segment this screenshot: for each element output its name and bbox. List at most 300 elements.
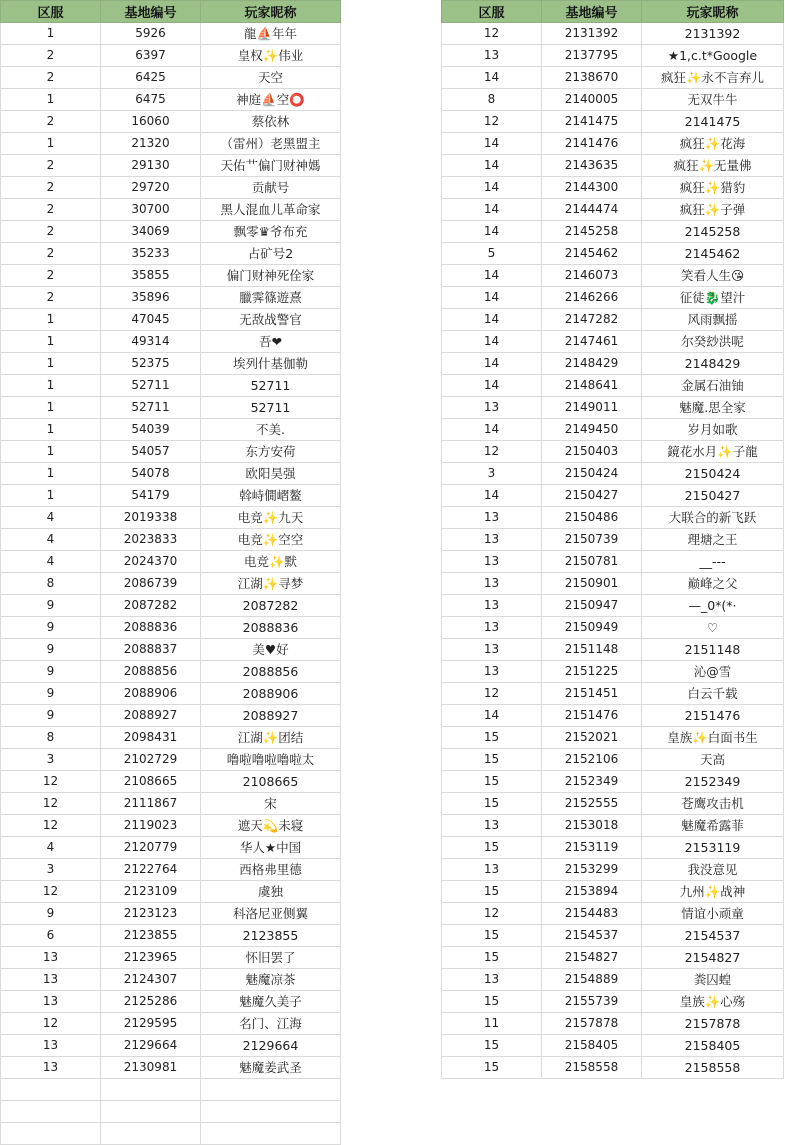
- zone-cell[interactable]: 2: [1, 287, 101, 309]
- zone-cell[interactable]: 9: [1, 661, 101, 683]
- zone-cell[interactable]: 14: [442, 133, 542, 155]
- base-id-cell[interactable]: 6397: [101, 45, 201, 67]
- zone-cell[interactable]: 13: [442, 969, 542, 991]
- nickname-cell[interactable]: 2123855: [201, 925, 341, 947]
- base-id-cell[interactable]: 49314: [101, 331, 201, 353]
- base-id-cell[interactable]: 2088837: [101, 639, 201, 661]
- zone-cell[interactable]: 1: [1, 89, 101, 111]
- nickname-cell[interactable]: 天佑艹偏门财神媽: [201, 155, 341, 177]
- nickname-cell[interactable]: 九州✨战神: [642, 881, 784, 903]
- nickname-cell[interactable]: 电竞✨默: [201, 551, 341, 573]
- zone-cell[interactable]: 13: [442, 859, 542, 881]
- base-id-cell[interactable]: 2123109: [101, 881, 201, 903]
- nickname-cell[interactable]: 尔癸玅洪呢: [642, 331, 784, 353]
- nickname-cell[interactable]: 2141475: [642, 111, 784, 133]
- nickname-cell[interactable]: 52711: [201, 375, 341, 397]
- nickname-cell[interactable]: 我没意见: [642, 859, 784, 881]
- zone-cell[interactable]: 1: [1, 441, 101, 463]
- nickname-cell[interactable]: __---: [642, 551, 784, 573]
- nickname-cell[interactable]: 西格弗里德: [201, 859, 341, 881]
- nickname-cell[interactable]: 宋: [201, 793, 341, 815]
- nickname-cell[interactable]: 2158405: [642, 1035, 784, 1057]
- zone-cell[interactable]: 3: [442, 463, 542, 485]
- zone-cell[interactable]: 13: [442, 617, 542, 639]
- base-id-cell[interactable]: 2125286: [101, 991, 201, 1013]
- zone-cell[interactable]: 13: [442, 45, 542, 67]
- nickname-cell[interactable]: —_0*(*·: [642, 595, 784, 617]
- nickname-cell[interactable]: 黑人混血儿革命家: [201, 199, 341, 221]
- base-id-cell[interactable]: 16060: [101, 111, 201, 133]
- nickname-cell[interactable]: 吾❤: [201, 331, 341, 353]
- base-id-cell[interactable]: 2088927: [101, 705, 201, 727]
- nickname-cell[interactable]: 2148429: [642, 353, 784, 375]
- base-id-cell[interactable]: 2141476: [542, 133, 642, 155]
- nickname-cell[interactable]: 东方安荷: [201, 441, 341, 463]
- zone-cell[interactable]: 9: [1, 595, 101, 617]
- zone-cell[interactable]: 9: [1, 617, 101, 639]
- base-id-cell[interactable]: 2150739: [542, 529, 642, 551]
- base-id-cell[interactable]: 2140005: [542, 89, 642, 111]
- base-id-cell[interactable]: 2148641: [542, 375, 642, 397]
- base-id-cell[interactable]: 2088856: [101, 661, 201, 683]
- nickname-cell[interactable]: 2088836: [201, 617, 341, 639]
- zone-cell[interactable]: 15: [442, 749, 542, 771]
- base-id-cell[interactable]: 2023833: [101, 529, 201, 551]
- zone-cell[interactable]: 3: [1, 749, 101, 771]
- base-id-cell[interactable]: 2141475: [542, 111, 642, 133]
- zone-cell[interactable]: 3: [1, 859, 101, 881]
- nickname-cell[interactable]: 埃列什基伽勒: [201, 353, 341, 375]
- zone-cell[interactable]: 14: [442, 353, 542, 375]
- zone-cell[interactable]: 15: [442, 925, 542, 947]
- nickname-cell[interactable]: 臘霁篠遊熹: [201, 287, 341, 309]
- zone-cell[interactable]: 14: [442, 705, 542, 727]
- base-id-cell[interactable]: 2129595: [101, 1013, 201, 1035]
- nickname-cell[interactable]: 皇权✨伟业: [201, 45, 341, 67]
- base-id-cell[interactable]: 2153299: [542, 859, 642, 881]
- empty-cell[interactable]: [101, 1079, 201, 1101]
- nickname-cell[interactable]: 飘零♛爷布充: [201, 221, 341, 243]
- zone-cell[interactable]: 1: [1, 331, 101, 353]
- base-id-cell[interactable]: 54057: [101, 441, 201, 463]
- base-id-cell[interactable]: 2146073: [542, 265, 642, 287]
- empty-cell[interactable]: [201, 1123, 341, 1145]
- zone-cell[interactable]: 2: [1, 45, 101, 67]
- base-id-cell[interactable]: 2150486: [542, 507, 642, 529]
- nickname-cell[interactable]: 疯狂✨永不言弃儿: [642, 67, 784, 89]
- nickname-cell[interactable]: 华人★中国: [201, 837, 341, 859]
- nickname-cell[interactable]: 2154827: [642, 947, 784, 969]
- zone-cell[interactable]: 12: [442, 683, 542, 705]
- base-id-cell[interactable]: 2154483: [542, 903, 642, 925]
- nickname-cell[interactable]: 魅魔希露菲: [642, 815, 784, 837]
- base-id-cell[interactable]: 2120779: [101, 837, 201, 859]
- nickname-cell[interactable]: 疯狂✨花海: [642, 133, 784, 155]
- base-id-cell[interactable]: 2150424: [542, 463, 642, 485]
- base-id-cell[interactable]: 2087282: [101, 595, 201, 617]
- zone-cell[interactable]: 12: [1, 771, 101, 793]
- zone-cell[interactable]: 12: [442, 23, 542, 45]
- nickname-cell[interactable]: 2158558: [642, 1057, 784, 1079]
- nickname-cell[interactable]: 天空: [201, 67, 341, 89]
- empty-cell[interactable]: [101, 1101, 201, 1123]
- zone-cell[interactable]: 12: [1, 793, 101, 815]
- base-id-cell[interactable]: 2122764: [101, 859, 201, 881]
- zone-cell[interactable]: 14: [442, 287, 542, 309]
- zone-cell[interactable]: 15: [442, 771, 542, 793]
- zone-cell[interactable]: 13: [442, 397, 542, 419]
- base-id-cell[interactable]: 2123123: [101, 903, 201, 925]
- nickname-cell[interactable]: 金属石油铀: [642, 375, 784, 397]
- base-id-cell[interactable]: 2151225: [542, 661, 642, 683]
- zone-cell[interactable]: 2: [1, 111, 101, 133]
- zone-cell[interactable]: 14: [442, 177, 542, 199]
- base-id-cell[interactable]: 2150947: [542, 595, 642, 617]
- nickname-cell[interactable]: 江湖✨团结: [201, 727, 341, 749]
- zone-cell[interactable]: 14: [442, 419, 542, 441]
- zone-cell[interactable]: 15: [442, 727, 542, 749]
- base-id-cell[interactable]: 54078: [101, 463, 201, 485]
- zone-cell[interactable]: 2: [1, 67, 101, 89]
- base-id-cell[interactable]: 2086739: [101, 573, 201, 595]
- base-id-cell[interactable]: 54039: [101, 419, 201, 441]
- zone-cell[interactable]: 1: [1, 397, 101, 419]
- zone-cell[interactable]: 1: [1, 419, 101, 441]
- nickname-cell[interactable]: 2152349: [642, 771, 784, 793]
- base-id-cell[interactable]: 29720: [101, 177, 201, 199]
- zone-cell[interactable]: 14: [442, 309, 542, 331]
- nickname-cell[interactable]: 无敌战警官: [201, 309, 341, 331]
- zone-cell[interactable]: 4: [1, 837, 101, 859]
- base-id-cell[interactable]: 2155739: [542, 991, 642, 1013]
- header-nickname[interactable]: 玩家昵称: [642, 1, 784, 23]
- base-id-cell[interactable]: 47045: [101, 309, 201, 331]
- base-id-cell[interactable]: 2151451: [542, 683, 642, 705]
- base-id-cell[interactable]: 2129664: [101, 1035, 201, 1057]
- nickname-cell[interactable]: 苍鹰攻击机: [642, 793, 784, 815]
- zone-cell[interactable]: 4: [1, 507, 101, 529]
- zone-cell[interactable]: 13: [1, 991, 101, 1013]
- base-id-cell[interactable]: 2148429: [542, 353, 642, 375]
- base-id-cell[interactable]: 2123855: [101, 925, 201, 947]
- nickname-cell[interactable]: 2150427: [642, 485, 784, 507]
- zone-cell[interactable]: 14: [442, 375, 542, 397]
- base-id-cell[interactable]: 2146266: [542, 287, 642, 309]
- zone-cell[interactable]: 1: [1, 463, 101, 485]
- zone-cell[interactable]: 15: [442, 881, 542, 903]
- zone-cell[interactable]: 15: [442, 947, 542, 969]
- zone-cell[interactable]: 12: [442, 111, 542, 133]
- nickname-cell[interactable]: 2154537: [642, 925, 784, 947]
- zone-cell[interactable]: 13: [1, 1035, 101, 1057]
- nickname-cell[interactable]: 52711: [201, 397, 341, 419]
- nickname-cell[interactable]: 2151148: [642, 639, 784, 661]
- nickname-cell[interactable]: 理塘之王: [642, 529, 784, 551]
- zone-cell[interactable]: 2: [1, 177, 101, 199]
- nickname-cell[interactable]: 笑看人生😘: [642, 265, 784, 287]
- nickname-cell[interactable]: 沁@雪: [642, 661, 784, 683]
- zone-cell[interactable]: 15: [442, 793, 542, 815]
- zone-cell[interactable]: 13: [442, 639, 542, 661]
- nickname-cell[interactable]: 岁月如歌: [642, 419, 784, 441]
- base-id-cell[interactable]: 2151148: [542, 639, 642, 661]
- base-id-cell[interactable]: 2024370: [101, 551, 201, 573]
- base-id-cell[interactable]: 52711: [101, 375, 201, 397]
- zone-cell[interactable]: 12: [442, 903, 542, 925]
- base-id-cell[interactable]: 5926: [101, 23, 201, 45]
- empty-cell[interactable]: [201, 1101, 341, 1123]
- base-id-cell[interactable]: 2145258: [542, 221, 642, 243]
- nickname-cell[interactable]: 2157878: [642, 1013, 784, 1035]
- nickname-cell[interactable]: 疯狂✨猎豹: [642, 177, 784, 199]
- zone-cell[interactable]: 13: [1, 1057, 101, 1079]
- base-id-cell[interactable]: 2123965: [101, 947, 201, 969]
- nickname-cell[interactable]: 疯狂✨子弹: [642, 199, 784, 221]
- base-id-cell[interactable]: 2137795: [542, 45, 642, 67]
- nickname-cell[interactable]: 风雨飘摇: [642, 309, 784, 331]
- zone-cell[interactable]: 1: [1, 375, 101, 397]
- base-id-cell[interactable]: 2150427: [542, 485, 642, 507]
- zone-cell[interactable]: 15: [442, 1035, 542, 1057]
- nickname-cell[interactable]: 江湖✨寻梦: [201, 573, 341, 595]
- base-id-cell[interactable]: 2145462: [542, 243, 642, 265]
- nickname-cell[interactable]: 名门、江海: [201, 1013, 341, 1035]
- base-id-cell[interactable]: 2150403: [542, 441, 642, 463]
- base-id-cell[interactable]: 2150949: [542, 617, 642, 639]
- zone-cell[interactable]: 12: [1, 1013, 101, 1035]
- zone-cell[interactable]: 5: [442, 243, 542, 265]
- zone-cell[interactable]: 15: [442, 837, 542, 859]
- base-id-cell[interactable]: 2130981: [101, 1057, 201, 1079]
- base-id-cell[interactable]: 52375: [101, 353, 201, 375]
- nickname-cell[interactable]: 偏门财神死佺家: [201, 265, 341, 287]
- nickname-cell[interactable]: 2129664: [201, 1035, 341, 1057]
- nickname-cell[interactable]: 疯狂✨无量佛: [642, 155, 784, 177]
- base-id-cell[interactable]: 2150901: [542, 573, 642, 595]
- nickname-cell[interactable]: 龍⛵年年: [201, 23, 341, 45]
- nickname-cell[interactable]: 征徒🐉望汁: [642, 287, 784, 309]
- nickname-cell[interactable]: 美♥好: [201, 639, 341, 661]
- nickname-cell[interactable]: 2088906: [201, 683, 341, 705]
- nickname-cell[interactable]: 电竞✨空空: [201, 529, 341, 551]
- zone-cell[interactable]: 12: [1, 881, 101, 903]
- nickname-cell[interactable]: 贡献号: [201, 177, 341, 199]
- zone-cell[interactable]: 1: [1, 353, 101, 375]
- nickname-cell[interactable]: 2150424: [642, 463, 784, 485]
- header-zone[interactable]: 区服: [1, 1, 101, 23]
- base-id-cell[interactable]: 2147461: [542, 331, 642, 353]
- base-id-cell[interactable]: 2149011: [542, 397, 642, 419]
- header-zone[interactable]: 区服: [442, 1, 542, 23]
- base-id-cell[interactable]: 2119023: [101, 815, 201, 837]
- base-id-cell[interactable]: 2019338: [101, 507, 201, 529]
- nickname-cell[interactable]: 巅峰之父: [642, 573, 784, 595]
- base-id-cell[interactable]: 2102729: [101, 749, 201, 771]
- base-id-cell[interactable]: 2143635: [542, 155, 642, 177]
- base-id-cell[interactable]: 29130: [101, 155, 201, 177]
- zone-cell[interactable]: 2: [1, 155, 101, 177]
- nickname-cell[interactable]: 2153119: [642, 837, 784, 859]
- zone-cell[interactable]: 13: [442, 595, 542, 617]
- nickname-cell[interactable]: 2151476: [642, 705, 784, 727]
- zone-cell[interactable]: 14: [442, 67, 542, 89]
- zone-cell[interactable]: 9: [1, 683, 101, 705]
- zone-cell[interactable]: 6: [1, 925, 101, 947]
- nickname-cell[interactable]: 噜啦噜啦噜啦太: [201, 749, 341, 771]
- zone-cell[interactable]: 4: [1, 529, 101, 551]
- nickname-cell[interactable]: 白云千载: [642, 683, 784, 705]
- nickname-cell[interactable]: 大联合的新飞跃: [642, 507, 784, 529]
- base-id-cell[interactable]: 2111867: [101, 793, 201, 815]
- nickname-cell[interactable]: 皇族✨心殇: [642, 991, 784, 1013]
- base-id-cell[interactable]: 2152555: [542, 793, 642, 815]
- zone-cell[interactable]: 2: [1, 243, 101, 265]
- base-id-cell[interactable]: 2152021: [542, 727, 642, 749]
- nickname-cell[interactable]: 虞独: [201, 881, 341, 903]
- zone-cell[interactable]: 9: [1, 705, 101, 727]
- zone-cell[interactable]: 13: [1, 969, 101, 991]
- zone-cell[interactable]: 12: [1, 815, 101, 837]
- zone-cell[interactable]: 1: [1, 485, 101, 507]
- nickname-cell[interactable]: 科洛尼亚侧翼: [201, 903, 341, 925]
- base-id-cell[interactable]: 2154827: [542, 947, 642, 969]
- zone-cell[interactable]: 9: [1, 903, 101, 925]
- zone-cell[interactable]: 1: [1, 133, 101, 155]
- zone-cell[interactable]: 14: [442, 199, 542, 221]
- zone-cell[interactable]: 15: [442, 1057, 542, 1079]
- nickname-cell[interactable]: 怀旧罢了: [201, 947, 341, 969]
- zone-cell[interactable]: 14: [442, 265, 542, 287]
- base-id-cell[interactable]: 6475: [101, 89, 201, 111]
- base-id-cell[interactable]: 2158405: [542, 1035, 642, 1057]
- zone-cell[interactable]: 14: [442, 331, 542, 353]
- base-id-cell[interactable]: 21320: [101, 133, 201, 155]
- nickname-cell[interactable]: 遮天💫未寝: [201, 815, 341, 837]
- nickname-cell[interactable]: 占矿号2: [201, 243, 341, 265]
- zone-cell[interactable]: 13: [1, 947, 101, 969]
- zone-cell[interactable]: 8: [1, 573, 101, 595]
- base-id-cell[interactable]: 2158558: [542, 1057, 642, 1079]
- base-id-cell[interactable]: 2088906: [101, 683, 201, 705]
- base-id-cell[interactable]: 35896: [101, 287, 201, 309]
- zone-cell[interactable]: 8: [442, 89, 542, 111]
- zone-cell[interactable]: 13: [442, 529, 542, 551]
- nickname-cell[interactable]: 魅魔凉茶: [201, 969, 341, 991]
- base-id-cell[interactable]: 6425: [101, 67, 201, 89]
- empty-cell[interactable]: [1, 1123, 101, 1145]
- base-id-cell[interactable]: 2144474: [542, 199, 642, 221]
- base-id-cell[interactable]: 2144300: [542, 177, 642, 199]
- nickname-cell[interactable]: 2145258: [642, 221, 784, 243]
- base-id-cell[interactable]: 2108665: [101, 771, 201, 793]
- zone-cell[interactable]: 9: [1, 639, 101, 661]
- empty-cell[interactable]: [1, 1079, 101, 1101]
- base-id-cell[interactable]: 2152106: [542, 749, 642, 771]
- nickname-cell[interactable]: 魅魔.思全家: [642, 397, 784, 419]
- base-id-cell[interactable]: 52711: [101, 397, 201, 419]
- base-id-cell[interactable]: 30700: [101, 199, 201, 221]
- base-id-cell[interactable]: 54179: [101, 485, 201, 507]
- nickname-cell[interactable]: ★1,c.t*Google: [642, 45, 784, 67]
- nickname-cell[interactable]: 不美.: [201, 419, 341, 441]
- nickname-cell[interactable]: 天高: [642, 749, 784, 771]
- base-id-cell[interactable]: 2098431: [101, 727, 201, 749]
- nickname-cell[interactable]: 魅魔姜武圣: [201, 1057, 341, 1079]
- zone-cell[interactable]: 1: [1, 23, 101, 45]
- base-id-cell[interactable]: 2088836: [101, 617, 201, 639]
- nickname-cell[interactable]: 2108665: [201, 771, 341, 793]
- base-id-cell[interactable]: 35855: [101, 265, 201, 287]
- nickname-cell[interactable]: 2145462: [642, 243, 784, 265]
- base-id-cell[interactable]: 35233: [101, 243, 201, 265]
- zone-cell[interactable]: 2: [1, 199, 101, 221]
- nickname-cell[interactable]: 2088856: [201, 661, 341, 683]
- base-id-cell[interactable]: 2147282: [542, 309, 642, 331]
- base-id-cell[interactable]: 2150781: [542, 551, 642, 573]
- base-id-cell[interactable]: 2131392: [542, 23, 642, 45]
- base-id-cell[interactable]: 2153894: [542, 881, 642, 903]
- empty-cell[interactable]: [201, 1079, 341, 1101]
- nickname-cell[interactable]: 2131392: [642, 23, 784, 45]
- zone-cell[interactable]: 13: [442, 551, 542, 573]
- zone-cell[interactable]: 14: [442, 221, 542, 243]
- base-id-cell[interactable]: 2151476: [542, 705, 642, 727]
- zone-cell[interactable]: 4: [1, 551, 101, 573]
- zone-cell[interactable]: 2: [1, 221, 101, 243]
- zone-cell[interactable]: 15: [442, 991, 542, 1013]
- base-id-cell[interactable]: 2154537: [542, 925, 642, 947]
- nickname-cell[interactable]: ♡: [642, 617, 784, 639]
- nickname-cell[interactable]: 鏡花水月✨子龍: [642, 441, 784, 463]
- nickname-cell[interactable]: 2087282: [201, 595, 341, 617]
- nickname-cell[interactable]: 蔡依林: [201, 111, 341, 133]
- empty-cell[interactable]: [101, 1123, 201, 1145]
- zone-cell[interactable]: 14: [442, 485, 542, 507]
- nickname-cell[interactable]: 斡峙僩嶍鳌: [201, 485, 341, 507]
- zone-cell[interactable]: 13: [442, 573, 542, 595]
- zone-cell[interactable]: 13: [442, 661, 542, 683]
- empty-cell[interactable]: [1, 1101, 101, 1123]
- zone-cell[interactable]: 13: [442, 815, 542, 837]
- nickname-cell[interactable]: （雷州）老黑盟主: [201, 133, 341, 155]
- nickname-cell[interactable]: 2088927: [201, 705, 341, 727]
- nickname-cell[interactable]: 无双牛牛: [642, 89, 784, 111]
- header-base-id[interactable]: 基地编号: [101, 1, 201, 23]
- zone-cell[interactable]: 2: [1, 265, 101, 287]
- nickname-cell[interactable]: 粪囚蝗: [642, 969, 784, 991]
- zone-cell[interactable]: 14: [442, 155, 542, 177]
- zone-cell[interactable]: 11: [442, 1013, 542, 1035]
- base-id-cell[interactable]: 2152349: [542, 771, 642, 793]
- nickname-cell[interactable]: 欧阳昊强: [201, 463, 341, 485]
- zone-cell[interactable]: 13: [442, 507, 542, 529]
- zone-cell[interactable]: 8: [1, 727, 101, 749]
- base-id-cell[interactable]: 2124307: [101, 969, 201, 991]
- base-id-cell[interactable]: 2157878: [542, 1013, 642, 1035]
- zone-cell[interactable]: 1: [1, 309, 101, 331]
- base-id-cell[interactable]: 2153119: [542, 837, 642, 859]
- base-id-cell[interactable]: 2138670: [542, 67, 642, 89]
- nickname-cell[interactable]: 电竞✨九天: [201, 507, 341, 529]
- nickname-cell[interactable]: 神庭⛵空⭕: [201, 89, 341, 111]
- base-id-cell[interactable]: 2149450: [542, 419, 642, 441]
- header-nickname[interactable]: 玩家昵称: [201, 1, 341, 23]
- nickname-cell[interactable]: 魅魔久美子: [201, 991, 341, 1013]
- header-base-id[interactable]: 基地编号: [542, 1, 642, 23]
- base-id-cell[interactable]: 2153018: [542, 815, 642, 837]
- nickname-cell[interactable]: 情谊小顽童: [642, 903, 784, 925]
- nickname-cell[interactable]: 皇族✨白面书生: [642, 727, 784, 749]
